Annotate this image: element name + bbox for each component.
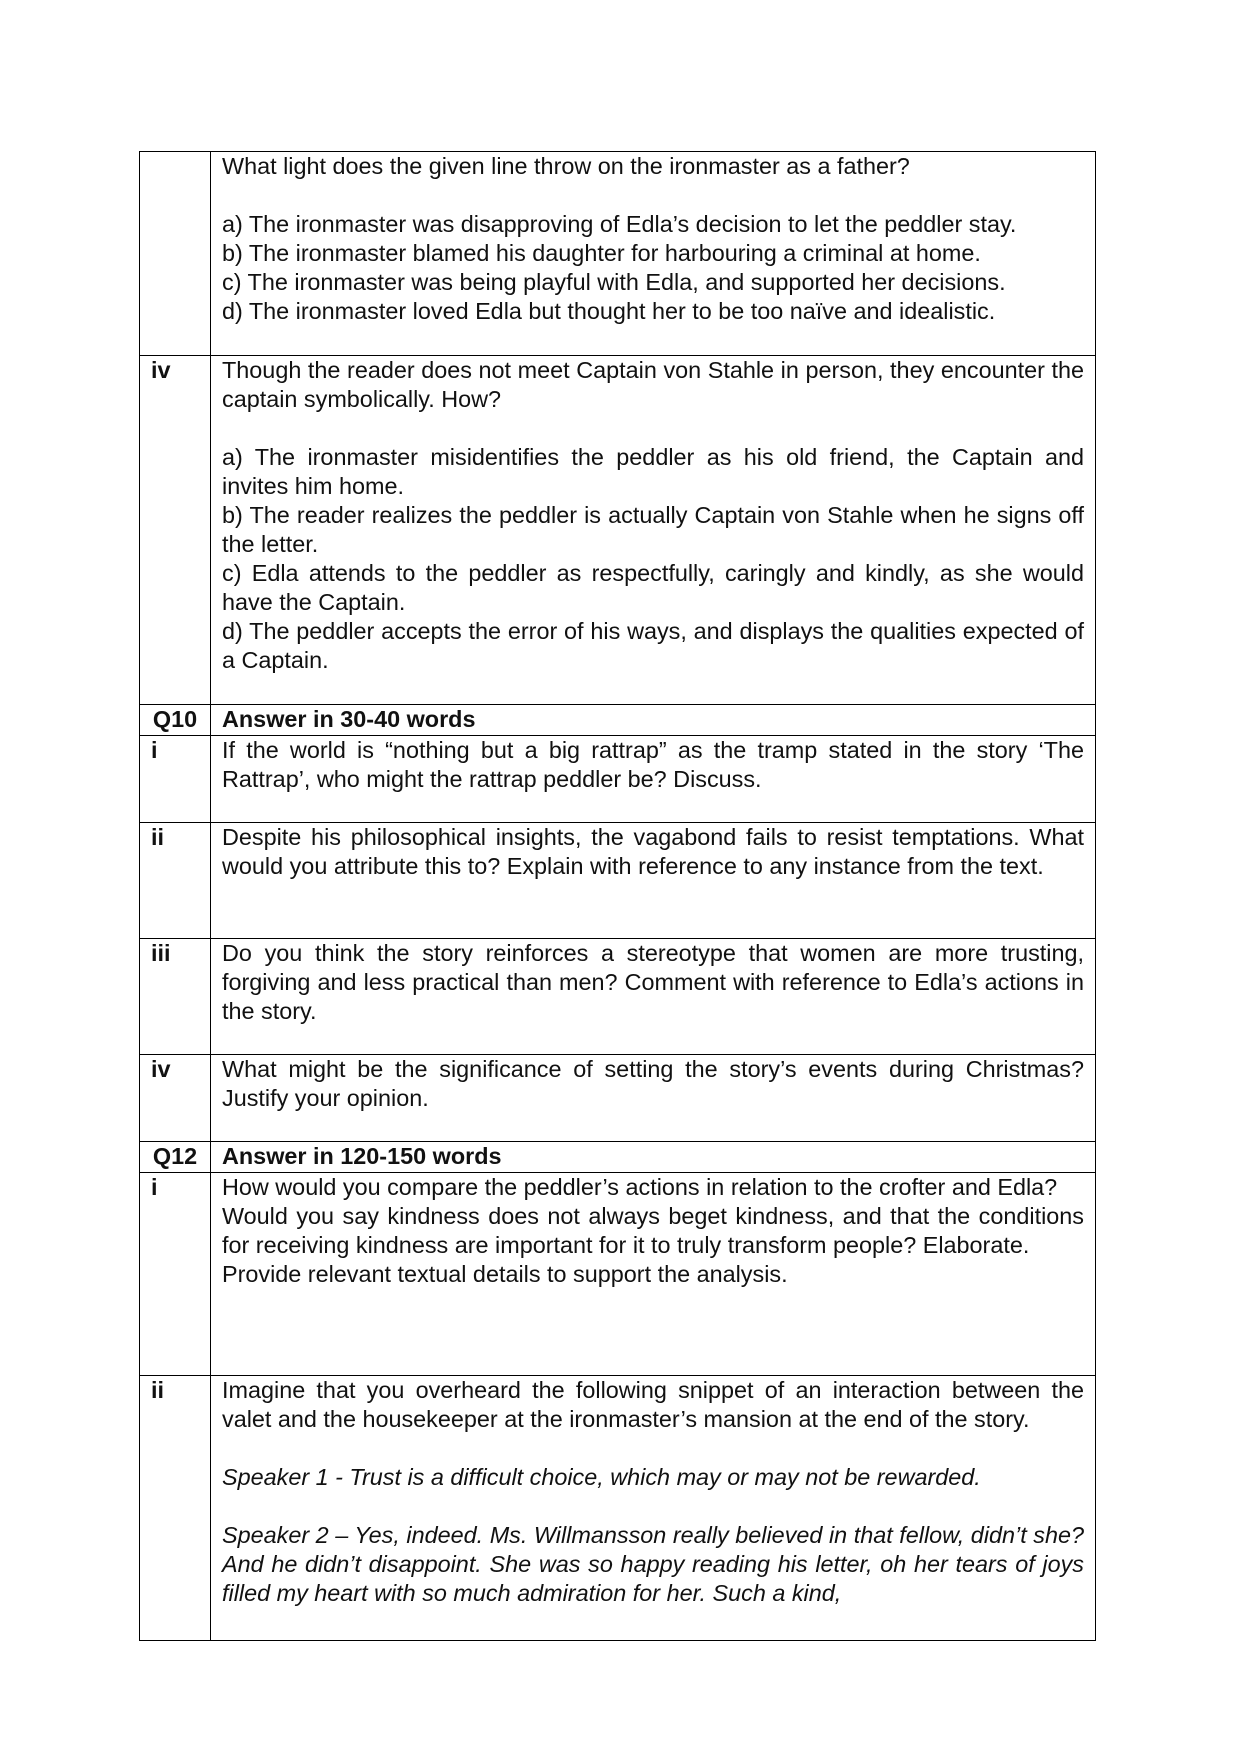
speaker-1-line: Speaker 1 - Trust is a difficult choice, which may or may not be rewarded. bbox=[222, 1464, 981, 1490]
question-number-cell: iv bbox=[140, 1055, 211, 1142]
question-text: Would you say kindness does not always beget kindness, and that the conditions for receiving kindness are important for it to truly transform people? Elaborate. bbox=[222, 1203, 1084, 1258]
option-b: b) The ironmaster blamed his daughter for harbouring a criminal at home. bbox=[222, 240, 981, 266]
question-text: Despite his philosophical insights, the vagabond fails to resist temptations. What would you attribute this to? Explain with reference to any instance from the text. bbox=[222, 824, 1084, 879]
table-row bbox=[140, 736, 1096, 823]
speaker-2-line: Speaker 2 – Yes, indeed. Ms. Willmansson really believed in that fellow, didn’t she? And he didn’t disappoint. She was so happy reading his letter, oh her tears of joys filled my heart with so much admiration for her. Such a kind, bbox=[222, 1522, 1084, 1606]
question-text: Imagine that you overheard the following snippet of an interaction between the valet and the housekeeper at the ironmaster’s mansion at the end of the story. bbox=[222, 1377, 1084, 1432]
option-c: c) The ironmaster was being playful with Edla, and supported her decisions. bbox=[222, 269, 1006, 295]
section-label-cell: Q10 bbox=[140, 705, 211, 736]
question-number-cell: iv bbox=[140, 356, 211, 705]
table-row bbox=[140, 1376, 1096, 1641]
question-number-cell: i bbox=[140, 1173, 211, 1376]
question-text-cell bbox=[211, 152, 1096, 356]
question-text-cell bbox=[211, 939, 1096, 1055]
section-instruction: Answer in 30-40 words bbox=[211, 705, 1096, 736]
option-a: a) The ironmaster misidentifies the peddler as his old friend, the Captain and invites him home. bbox=[222, 444, 1084, 499]
question-text: If the world is “nothing but a big rattrap” as the tramp stated in the story ‘The Rattrap’, who might the rattrap peddler be? Discuss. bbox=[222, 737, 1084, 792]
question-number-cell: ii bbox=[140, 823, 211, 939]
question-table bbox=[139, 151, 1096, 1641]
question-text: How would you compare the peddler’s actions in relation to the crofter and Edla? bbox=[222, 1174, 1058, 1200]
question-text-cell bbox=[211, 823, 1096, 939]
table-row bbox=[140, 823, 1096, 939]
spacer bbox=[222, 181, 1084, 210]
table-row bbox=[140, 1173, 1096, 1376]
question-text: Do you think the story reinforces a stereotype that women are more trusting, forgiving and less practical than men? Comment with reference to Edla’s actions in the story. bbox=[222, 940, 1084, 1024]
question-text-cell bbox=[211, 1173, 1096, 1376]
option-a: a) The ironmaster was disapproving of Edla’s decision to let the peddler stay. bbox=[222, 211, 1017, 237]
section-instruction: Answer in 120-150 words bbox=[211, 1142, 1096, 1173]
option-c: c) Edla attends to the peddler as respectfully, caringly and kindly, as she would have the Captain. bbox=[222, 560, 1084, 615]
question-number-cell: ii bbox=[140, 1376, 211, 1641]
table-row bbox=[140, 152, 1096, 356]
table-row bbox=[140, 1055, 1096, 1142]
question-text-cell bbox=[211, 356, 1096, 705]
question-number-cell: iii bbox=[140, 939, 211, 1055]
option-d: d) The peddler accepts the error of his ways, and displays the qualities expected of a Captain. bbox=[222, 618, 1084, 673]
spacer bbox=[222, 1492, 1084, 1521]
option-b: b) The reader realizes the peddler is actually Captain von Stahle when he signs off the letter. bbox=[222, 502, 1084, 557]
spacer bbox=[222, 414, 1084, 443]
option-d: d) The ironmaster loved Edla but thought her to be too naïve and idealistic. bbox=[222, 298, 996, 324]
question-number-cell: i bbox=[140, 736, 211, 823]
question-stem: What light does the given line throw on the ironmaster as a father? bbox=[222, 153, 910, 179]
question-text: What might be the significance of setting the story’s events during Christmas? Justify your opinion. bbox=[222, 1056, 1084, 1111]
table-row bbox=[140, 939, 1096, 1055]
table-row bbox=[140, 356, 1096, 705]
question-text: Provide relevant textual details to support the analysis. bbox=[222, 1261, 788, 1287]
section-header-row bbox=[140, 1142, 1096, 1173]
question-stem: Though the reader does not meet Captain von Stahle in person, they encounter the captain symbolically. How? bbox=[222, 357, 1084, 412]
question-text-cell bbox=[211, 736, 1096, 823]
question-number-cell bbox=[140, 152, 211, 356]
section-header-row bbox=[140, 705, 1096, 736]
section-label-cell: Q12 bbox=[140, 1142, 211, 1173]
question-text-cell bbox=[211, 1055, 1096, 1142]
spacer bbox=[222, 1434, 1084, 1463]
question-text-cell bbox=[211, 1376, 1096, 1641]
